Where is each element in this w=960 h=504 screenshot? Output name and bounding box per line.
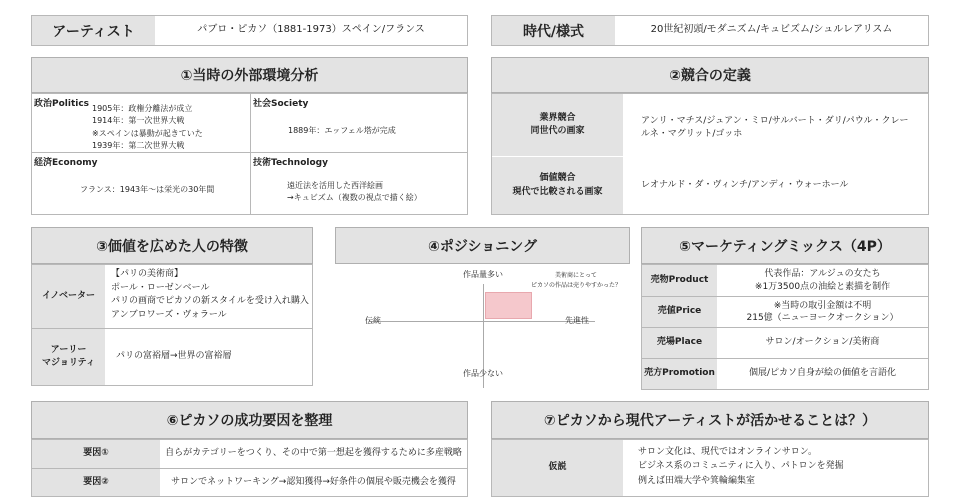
marketing-row-label: 売方Promotion — [642, 359, 717, 389]
success-row-label: 要因① — [32, 440, 160, 468]
env-title: ①当時の外部環境分析 — [31, 57, 468, 93]
success-row-value: 自らがカテゴリーをつくり、その中で第一想起を獲得するために多産戦略 — [165, 448, 462, 459]
people-title: ③価値を広めた人の特徴 — [31, 227, 313, 264]
marketing-table — [641, 264, 929, 390]
competition-row-value: アンリ・マチス/ジュアン・ミロ/サルバート・ダリ/パウル・クレー ルネ・マグリット/ゴッホ — [641, 116, 909, 140]
artist-row — [31, 15, 468, 46]
people-row-value: パリの富裕層→世界の富裕層 — [116, 351, 232, 362]
positioning-map — [335, 264, 630, 386]
technology-label: 技術Technology — [253, 158, 328, 168]
marketing-row-label: 売値Price — [642, 297, 717, 327]
positioning-top-label: 作品量多い — [463, 270, 503, 279]
technology-text: 遠近法を活用した西洋絵画 →キュビズム（複数の視点で描く絵） — [287, 181, 422, 203]
env-grid — [31, 93, 468, 215]
success-title: ⑥ピカソの成功要因を整理 — [31, 401, 468, 439]
modern-text: サロン文化は、現代ではオンラインサロン。 ビジネス系のコミュニティに入り、パトロンを発掘 例えば田端大学や箕輪編集室 — [638, 447, 844, 486]
modern-title: ⑦ピカソから現代アーティストが活かせることは？） — [491, 401, 929, 439]
competition-row-value: レオナルド・ダ・ヴィンチ/アンディ・ウォーホール — [641, 179, 849, 190]
people-row-label: アーリー マジョリティ — [32, 329, 105, 385]
marketing-row-label: 売場Place — [642, 328, 717, 358]
era-value: 20世紀初頭/モダニズム/キュビズム/シュルレアリスム — [650, 24, 893, 36]
positioning-highlight — [485, 292, 532, 319]
marketing-row-label: 売物Product — [642, 265, 717, 296]
society-text: 1889年：エッフェル塔が完成 — [288, 126, 396, 135]
era-row — [491, 15, 929, 46]
success-row-label: 要因② — [32, 469, 160, 496]
competition-row-label: 業界競合 同世代の画家 — [492, 94, 623, 156]
people-row-label: イノベーター — [32, 265, 105, 328]
competition-table — [491, 93, 929, 215]
society-label: 社会Society — [253, 99, 309, 109]
marketing-row-value: サロン/オークション/美術商 — [765, 337, 880, 348]
modern-table — [491, 439, 929, 497]
positioning-right-label: 先進性 — [565, 316, 589, 325]
artist-value: パブロ・ピカソ（1881-1973）スペイン/フランス — [197, 24, 425, 36]
positioning-note: 美術商にとって ピカソの作品は売りやすかった？ — [530, 272, 621, 289]
competition-row-label: 価値競合 現代で比較される画家 — [492, 157, 623, 214]
people-table — [31, 264, 313, 386]
competition-title: ②競合の定義 — [491, 57, 929, 93]
marketing-row-value: 個展/ピカソ自身が絵の価値を言語化 — [748, 368, 897, 379]
success-row-value: サロンでネットワーキング→認知獲得→好条件の個展や販売機会を獲得 — [171, 476, 456, 487]
politics-label: 政治Politics — [34, 99, 90, 109]
positioning-left-label: 伝統 — [365, 316, 381, 325]
people-row-value: 【パリの美術商】 ポール・ローゼンベール パリの画商でピカソの新スタイルを受け入れ購入 アンブロワーズ・ヴォラール — [111, 269, 309, 320]
positioning-title: ④ポジショニング — [335, 227, 630, 264]
marketing-title: ⑤マーケティングミックス（4P） — [641, 227, 929, 264]
artist-label: アーティスト — [32, 16, 155, 45]
marketing-row-value: ※当時の取引金額は不明 215億（ニューヨークオークション） — [746, 300, 899, 323]
era-label: 時代/様式 — [492, 16, 615, 45]
politics-text: 1905年：政権分離法が成立 1914年：第一次世界大戦 ※スペインは暴動が起きていた 1939年：第二次世界大戦 — [92, 104, 203, 151]
economy-label: 経済Economy — [34, 158, 98, 168]
positioning-bottom-label: 作品少ない — [463, 369, 503, 378]
success-table — [31, 439, 468, 497]
modern-label: 仮説 — [492, 440, 623, 496]
economy-text: フランス：1943年〜は栄光の30年間 — [80, 185, 215, 194]
marketing-row-value: 代表作品：アルジュの女たち ※1万3500点の油絵と素描を制作 — [754, 269, 891, 292]
